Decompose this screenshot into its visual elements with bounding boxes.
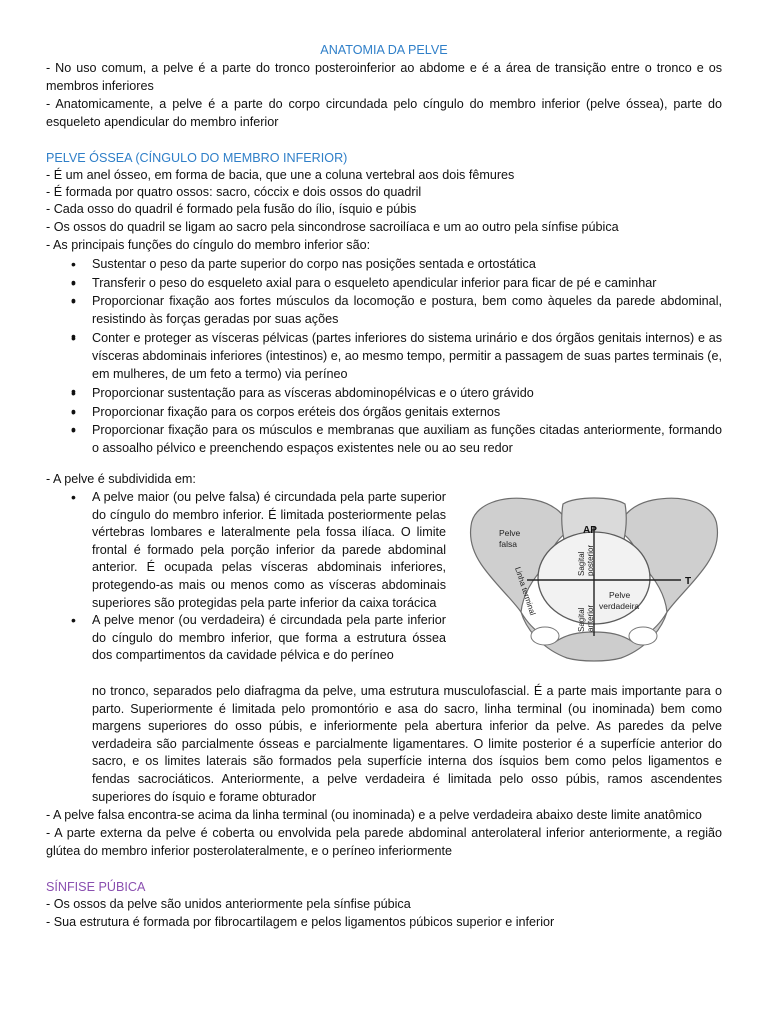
after-paragraph-2: - A parte externa da pelve é coberta ou envolvida pela parede abdominal anterolateral inferior anteriormente, a região glútea do membro inferior posterolateralmente, e o períneo inferiormente [46, 826, 722, 858]
section1-line: - É um anel ósseo, em forma de bacia, que une a coluna vertebral aos dois fêmures [46, 168, 515, 182]
label-falsa: falsa [499, 539, 517, 549]
pelvis-figure [463, 486, 725, 670]
page-title: ANATOMIA DA PELVE [320, 43, 448, 57]
section-heading-sinfise: SÍNFISE PÚBICA [46, 880, 146, 894]
label-verdadeira: verdadeira [599, 601, 640, 611]
subdivision-list [46, 489, 446, 665]
list-item: • Proporcionar fixação para os músculos e membranas que auxiliam as funções citadas anteriormente, formando o assoalho pélvico e preenchendo espaços existentes nele ou ao seu redor [46, 422, 722, 457]
section2-line: - Sua estrutura é formada por fibrocartilagem e pelos ligamentos púbicos superior e inferior [46, 915, 555, 929]
label-t: T [685, 576, 692, 587]
label-pelve-2: Pelve [609, 590, 631, 600]
section1-line: - Os ossos do quadril se ligam ao sacro pela sincondrose sacroilíaca e um ao outro pela sínfise púbica [46, 220, 619, 234]
subdivision-lead: - A pelve é subdividida em: [46, 472, 196, 486]
label-sagital-posterior-2: posterior [586, 544, 595, 576]
list-item: • Proporcionar fixação aos fortes músculos da locomoção e postura, bem como àqueles da parede abdominal, resistindo às forças geradas por suas ações [46, 293, 722, 328]
list-item: • Proporcionar fixação para os corpos eréteis dos órgãos genitais externos [46, 404, 722, 422]
list-item: • Proporcionar sustentação para as vísceras abdominopélvicas e o útero grávido [46, 385, 722, 403]
list-item: • Conter e proteger as vísceras pélvicas (partes inferiores do sistema urinário e dos órgãos genitais internos) e as vísceras abdominais inferiores (intestinos) e, ao mesmo tempo, permitir a passagem de suas partes terminais (e, em mulheres, de um feto a termo) via períneo [46, 330, 722, 383]
label-linha-terminal: Linha terminal [513, 565, 538, 617]
list-item: • Transferir o peso do esqueleto axial para o esqueleto apendicular inferior para ficar de pé e caminhar [46, 275, 722, 293]
after-paragraph-1: - A pelve falsa encontra-se acima da linha terminal (ou inominada) e a pelve verdadeira abaixo deste limite anatômico [46, 808, 702, 822]
list-item-pelve-menor: • A pelve menor (ou verdadeira) é circundada pela parte inferior do cíngulo do membro inferior, que forma a estrutura óssea dos compartimentos da cavidade pélvica e do períneo [46, 612, 446, 665]
label-sagital-anterior-2: anterior [586, 604, 595, 632]
functions-list [46, 256, 722, 458]
section-heading-pelve-ossea: PELVE ÓSSEA (CÍNGULO DO MEMBRO INFERIOR) [46, 151, 348, 165]
intro-paragraph-1: - No uso comum, a pelve é a parte do tronco posteroinferior ao abdome e é a área de transição entre o tronco e os membros inferiores [46, 61, 722, 93]
label-pelve: Pelve [499, 528, 521, 538]
section2-line: - Os ossos da pelve são unidos anteriormente pela sínfise púbica [46, 897, 411, 911]
intro-paragraph-2: - Anatomicamente, a pelve é a parte do corpo circundada pelo cíngulo do membro inferior (pelve óssea), parte do esqueleto apendicular do membro inferior [46, 97, 722, 129]
pelve-menor-continuation: no tronco, separados pelo diafragma da pelve, uma estrutura musculofascial. É a parte mais importante para o parto. Superiormente é limitada pelo promontório e asa do sacro, linha terminal (ou inominada) bem como margens superiores do osso púbis, e inferiormente pela abertura inferior da pelve. As paredes da pelve verdadeira são parcialmente ósseas e parcialmente ligamentares. O limite posterior é a superfície anterior do sacro, e os limites laterais são formados pela superfície interna dos ísquios bem como pelos ligamentos e fendas sacrociáticos. Anteriormente, a pelve verdadeira é limitada pelo osso púbis, ramos ascendentes superiores do ísquio e forame obturador [92, 684, 722, 804]
section1-line: - Cada osso do quadril é formado pela fusão do ílio, ísquio e púbis [46, 202, 417, 216]
label-sagital-anterior: Sagital [577, 607, 586, 632]
label-sagital-posterior: Sagital [577, 551, 586, 576]
list-item-pelve-maior: • A pelve maior (ou pelve falsa) é circundada pela parte superior do cíngulo do membro inferior. É limitada posteriormente pelas vértebras lombares e lateralmente pela fossa ilíaca. O limite frontal é formado pela porção inferior da parede abdominal anterior. É ocupada pelas vísceras abdominais inferiores, protegendo-as mais ou menos como as vísceras abdominais superiores são protegidas pela parte inferior da caixa torácica [46, 489, 446, 612]
list-item: • Sustentar o peso da parte superior do corpo nas posições sentada e ortostática [46, 256, 722, 274]
section1-line: - É formada por quatro ossos: sacro, cóccix e dois ossos do quadril [46, 185, 422, 199]
label-ap: AP [583, 525, 597, 536]
section1-line: - As principais funções do cíngulo do membro inferior são: [46, 238, 371, 252]
